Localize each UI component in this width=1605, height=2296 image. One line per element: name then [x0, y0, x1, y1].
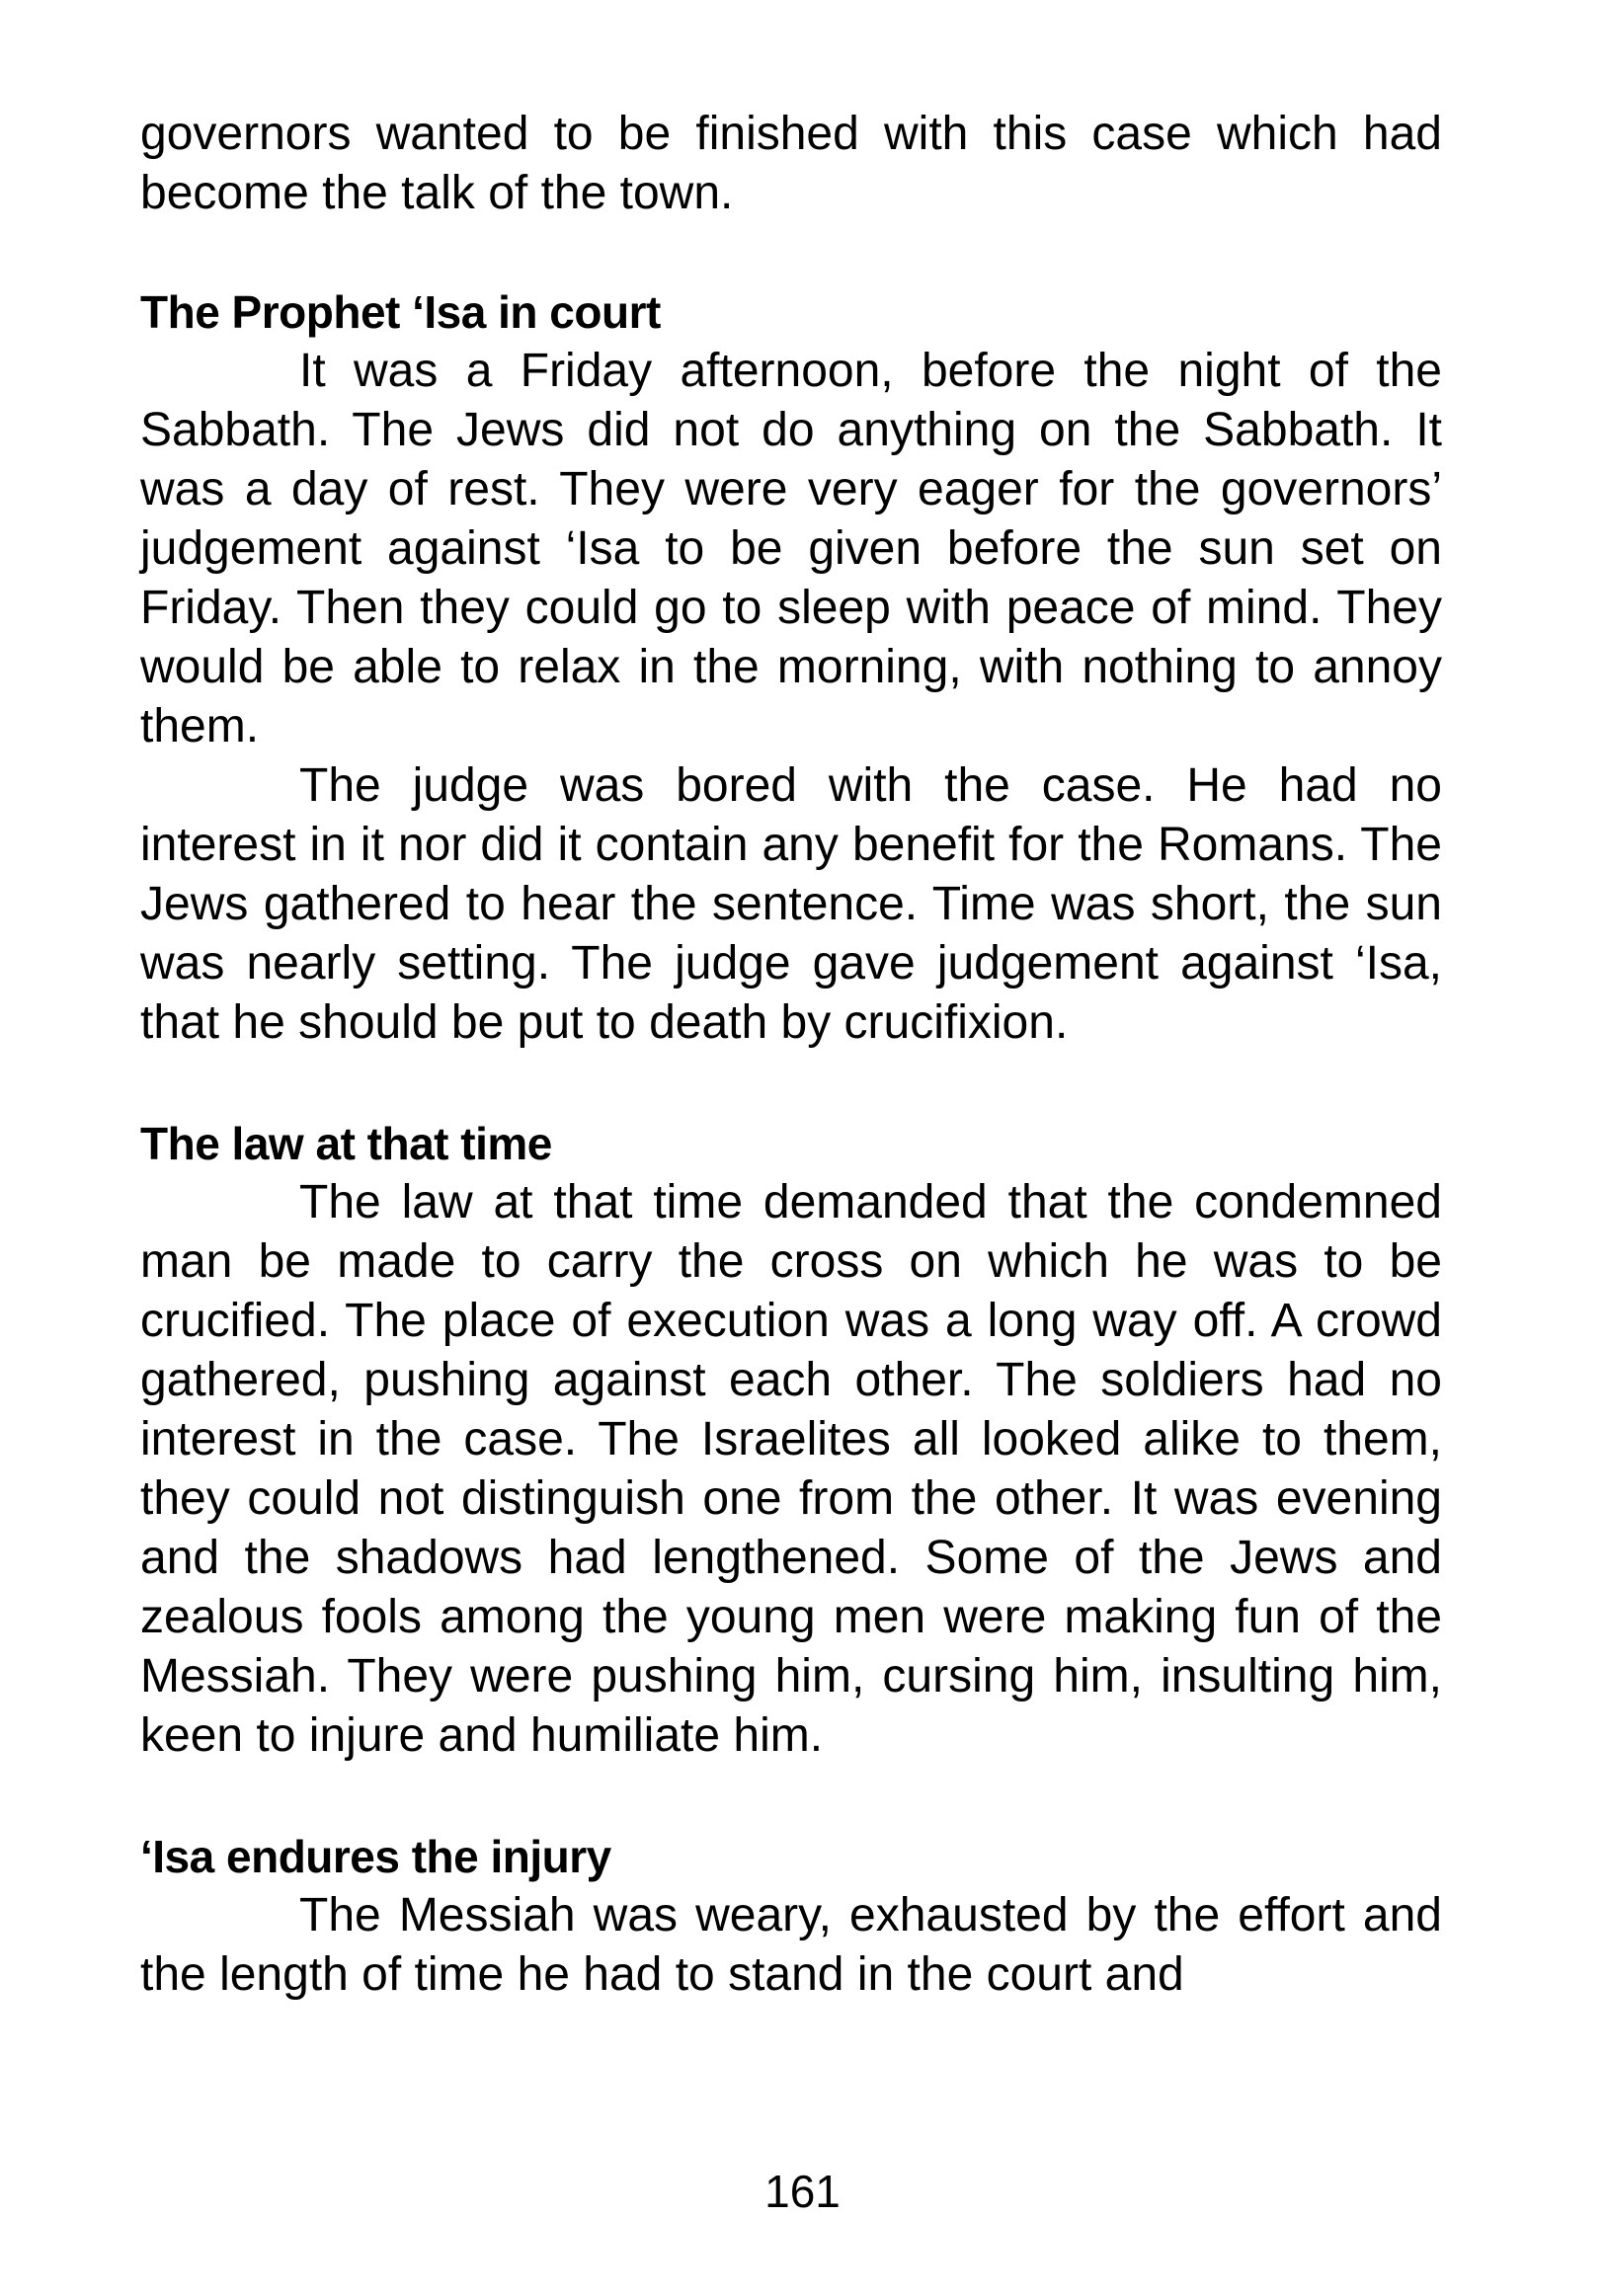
page-number: 161 [764, 2166, 841, 2217]
paragraph-friday-afternoon: It was a Friday afternoon, before the night of the Sabbath. The Jews did not do anything on the Sabbath. It was a day of rest. They were very eager for the governors’ judgement against ‘Isa to be given before the sun set on Friday. Then they could go to sleep with peace of mind. They would be able to relax in the morning, with nothing to annoy them. [140, 345, 1442, 752]
paragraph-judge-bored: The judge was bored with the case. He had no interest in it nor did it contain any benefit for the Romans. The Jews gathered to hear the sentence. Time was short, the sun was nearly setting. The judge gave judgement against ‘Isa, that he should be put to death by crucifixion. [140, 759, 1442, 1049]
section-heading-isa-endures-injury: ‘Isa endures the injury [140, 1831, 611, 1882]
paragraph-messiah-weary: The Messiah was weary, exhausted by the effort and the length of time he had to stand in the court and [140, 1889, 1442, 2001]
paragraph-law-demanded: The law at that time demanded that the condemned man be made to carry the cross on which he was to be crucified. The place of execution was a long way off. A crowd gathered, pushing against each other. The soldiers had no interest in the case. The Israelites all looked alike to them, they could not distinguish one from the other. It was evening and the shadows had lengthened. Some of the Jews and zealous fools among the young men were making fun of the Messiah. They were pushing him, cursing him, insulting him, keen to injure and humiliate him. [140, 1176, 1442, 1762]
page-body [140, 105, 1442, 2005]
opening-paragraph: governors wanted to be finished with this case which had become the talk of the town. [140, 108, 1442, 219]
section-heading-prophet-in-court: The Prophet ‘Isa in court [140, 286, 661, 338]
section-heading-law-at-that-time: The law at that time [140, 1118, 552, 1169]
